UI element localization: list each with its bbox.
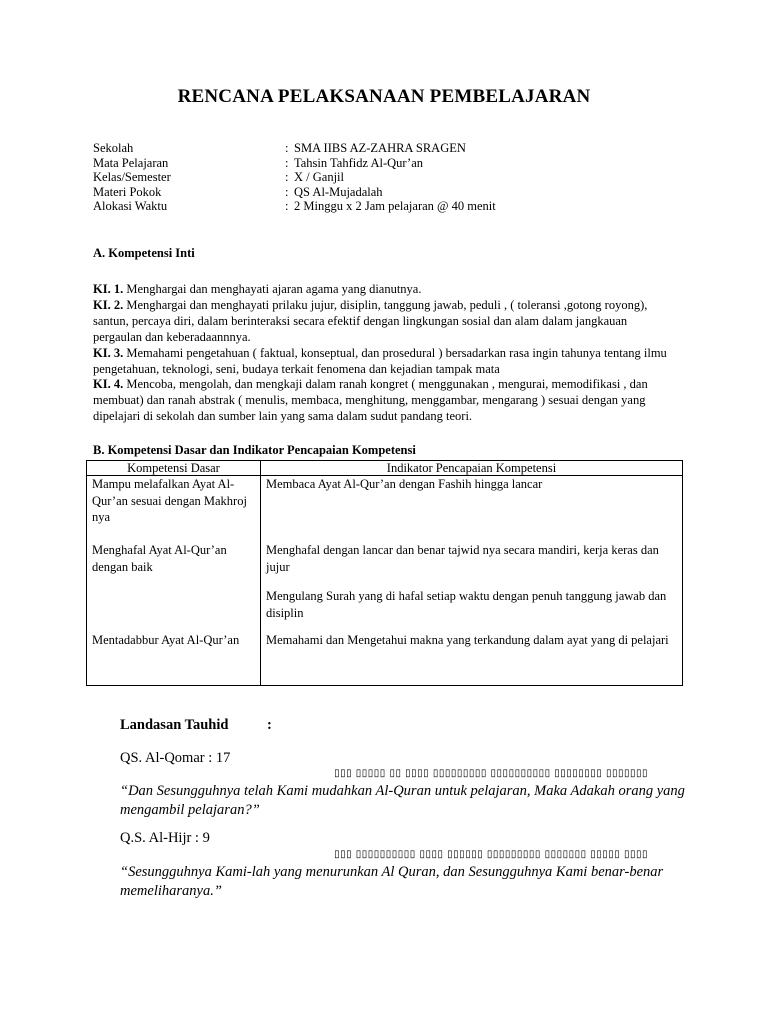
- info-row-mata-pelajaran: [93, 156, 496, 171]
- ayat-translation: “Sesungguhnya Kami-lah yang menurunkan Al Quran, dan Sesungguhnya Kami benar-benar memeliharanya.”: [120, 864, 664, 899]
- ki-label: KI. 2.: [93, 297, 124, 312]
- info-colon: :: [285, 170, 289, 184]
- ayat-reference: QS. Al-Qomar : 17: [120, 750, 231, 766]
- info-colon: :: [285, 184, 289, 199]
- info-row-sekolah: [93, 141, 496, 156]
- kd-item: Mentadabbur Ayat Al-Qur’an: [92, 633, 240, 647]
- info-label: Alokasi Waktu: [93, 199, 168, 213]
- ki-text: Menghargai dan menghayati ajaran agama yang dianutnya.: [123, 282, 422, 296]
- info-row-kelas-semester: [93, 170, 496, 185]
- ipk-item: Memahami dan Mengetahui makna yang terkandung dalam ayat yang di pelajari: [266, 633, 669, 647]
- kd-item: Mampu melafalkan Ayat Al-Qur’an sesuai dengan Makhroj nya: [92, 477, 247, 524]
- table-header-ipk: Indikator Pencapaian Kompetensi: [261, 461, 683, 476]
- arabic-verse-glyphs: ▯▯▯▯▯▯▯ ▯▯▯▯▯▯▯▯ ▯▯▯▯▯▯▯▯▯▯ ▯▯▯▯▯▯▯▯▯ ▯▯▯▯ ▯▯ ▯▯▯▯▯ ▯▯▯: [334, 768, 648, 779]
- info-label: Kelas/Semester: [93, 170, 171, 184]
- info-label: Materi Pokok: [93, 184, 162, 199]
- ipk-item: Menghafal dengan lancar dan benar tajwid nya secara mandiri, kerja keras dan jujur: [266, 543, 659, 574]
- section-a-heading: A. Kompetensi Inti: [93, 246, 195, 260]
- kd-item: Menghafal Ayat Al-Qur’an dengan baik: [92, 543, 227, 574]
- info-row-alokasi-waktu: [93, 199, 496, 214]
- ki-item: [93, 346, 678, 378]
- table-header-row: [87, 461, 683, 476]
- info-label: Mata Pelajaran: [93, 155, 169, 170]
- info-value: Tahsin Tahfidz Al-Qur’an: [294, 155, 424, 170]
- ipk-item: Mengulang Surah yang di hafal setiap waktu dengan penuh tanggung jawab dan disiplin: [266, 589, 667, 620]
- ki-label: KI. 3.: [93, 345, 124, 360]
- info-label: Sekolah: [93, 141, 134, 155]
- landasan-tauhid-title: Landasan Tauhid: [120, 717, 229, 733]
- ki-item: [93, 282, 678, 298]
- ayat-reference: Q.S. Al-Hijr : 9: [120, 830, 210, 846]
- identity-block: [93, 141, 496, 214]
- ki-label: KI. 1.: [93, 282, 124, 296]
- section-b-heading: B. Kompetensi Dasar dan Indikator Pencapaian Kompetensi: [93, 443, 416, 457]
- page-title: RENCANA PELAKSANAAN PEMBELAJARAN: [177, 86, 591, 107]
- info-value: SMA IIBS AZ-ZAHRA SRAGEN: [294, 141, 466, 155]
- ipk-cell: [261, 476, 683, 686]
- kd-cell: [87, 476, 261, 686]
- ki-item: [93, 377, 678, 425]
- info-row-materi-pokok: [93, 185, 496, 200]
- table-row: [87, 476, 683, 686]
- ki-text: Mencoba, mengolah, dan mengkaji dalam ranah kongret ( menggunakan , mengurai, memodifikasi , dan membuat) dan ranah abstrak ( menulis, membaca, menghitung, menggambar, mengarang ) sesuai dengan yang dipelajari di sekolah dan sumber lain yang sama dalam sudut pandang teori.: [93, 377, 648, 424]
- ipk-item: Membaca Ayat Al-Qur’an dengan Fashih hingga lancar: [266, 477, 543, 491]
- kompetensi-table: [86, 460, 683, 686]
- landasan-colon: :: [267, 717, 272, 733]
- info-value: 2 Minggu x 2 Jam pelajaran @ 40 menit: [294, 199, 496, 213]
- ayat-translation: “Dan Sesungguhnya telah Kami mudahkan Al-Quran untuk pelajaran, Maka Adakah orang yang mengambil pelajaran?”: [120, 783, 685, 818]
- table-header-kd: Kompetensi Dasar: [87, 461, 261, 476]
- kompetensi-inti-list: [93, 282, 678, 425]
- ki-text: Menghargai dan menghayati prilaku jujur, disiplin, tanggung jawab, peduli , ( toleransi ,gotong royong), santun, percaya diri, dalam berinteraksi secara efektif dengan lingkungan sosial dan alam dalam jangkauan pergaulan dan keberadaannnya.: [93, 297, 648, 344]
- info-value: X / Ganjil: [294, 170, 344, 184]
- info-colon: :: [285, 155, 289, 170]
- ki-item: [93, 298, 678, 346]
- ki-label: KI. 4.: [93, 377, 124, 392]
- info-colon: :: [285, 199, 289, 213]
- ki-text: Memahami pengetahuan ( faktual, konseptual, dan prosedural ) bersadarkan rasa ingin tahunya tentang ilmu pengetahuan, teknologi, seni, budaya terkait fenomena dan kejadian tampak mata: [93, 345, 667, 376]
- arabic-verse-glyphs: ▯▯▯▯ ▯▯▯▯▯ ▯▯▯▯▯▯▯ ▯▯▯▯▯▯▯▯▯ ▯▯▯▯▯▯ ▯▯▯▯ ▯▯▯▯▯▯▯▯▯▯ ▯▯▯: [334, 849, 648, 860]
- info-value: QS Al-Mujadalah: [294, 184, 383, 199]
- info-colon: :: [285, 141, 289, 155]
